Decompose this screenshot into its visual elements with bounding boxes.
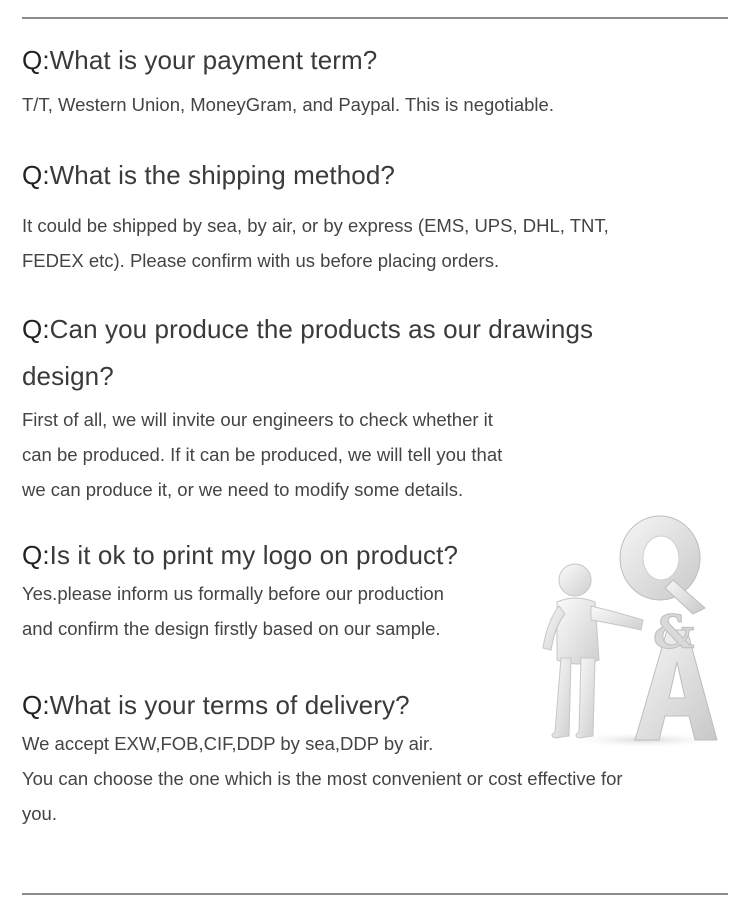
top-divider bbox=[22, 17, 728, 19]
faq-item-shipping-method bbox=[22, 157, 728, 278]
question-prefix: Q: bbox=[22, 45, 50, 75]
bottom-divider bbox=[22, 893, 728, 895]
question-text: Can you produce the products as our drawings design? bbox=[22, 314, 594, 391]
faq-question bbox=[22, 306, 662, 400]
question-text: What is your payment term? bbox=[49, 45, 378, 75]
faq-answer: It could be shipped by sea, by air, or by express (EMS, UPS, DHL, TNT, FEDEX etc). Please confirm with us before placing orders. bbox=[22, 215, 609, 271]
ampersand-glyph: & bbox=[653, 605, 695, 659]
question-prefix: Q: bbox=[22, 690, 50, 720]
question-text: What is your terms of delivery? bbox=[49, 690, 410, 720]
qa-figure-icon bbox=[535, 510, 720, 750]
faq-question bbox=[22, 42, 728, 78]
faq-item-payment-term bbox=[22, 42, 728, 117]
faq-question bbox=[22, 157, 728, 193]
question-prefix: Q: bbox=[22, 314, 50, 344]
question-text: Is it ok to print my logo on product? bbox=[49, 540, 459, 570]
question-text: What is the shipping method? bbox=[49, 160, 395, 190]
faq-item-produce-drawings bbox=[22, 306, 728, 507]
faq-answer: Yes.please inform us formally before our production and confirm the design firstly based on our sample. bbox=[22, 583, 444, 639]
faq-answer: T/T, Western Union, MoneyGram, and Paypal. This is negotiable. bbox=[22, 94, 554, 115]
question-prefix: Q: bbox=[22, 160, 50, 190]
faq-answer: We accept EXW,FOB,CIF,DDP by sea,DDP by air. You can choose the one which is the most convenient or cost effective for you. bbox=[22, 733, 623, 824]
person-figure bbox=[543, 564, 643, 738]
question-prefix: Q: bbox=[22, 540, 50, 570]
faq-answer: First of all, we will invite our engineers to check whether it can be produced. If it can be produced, we will tell you that we can produce it, or we need to modify some details. bbox=[22, 409, 503, 500]
letter-q-shape bbox=[620, 516, 705, 614]
